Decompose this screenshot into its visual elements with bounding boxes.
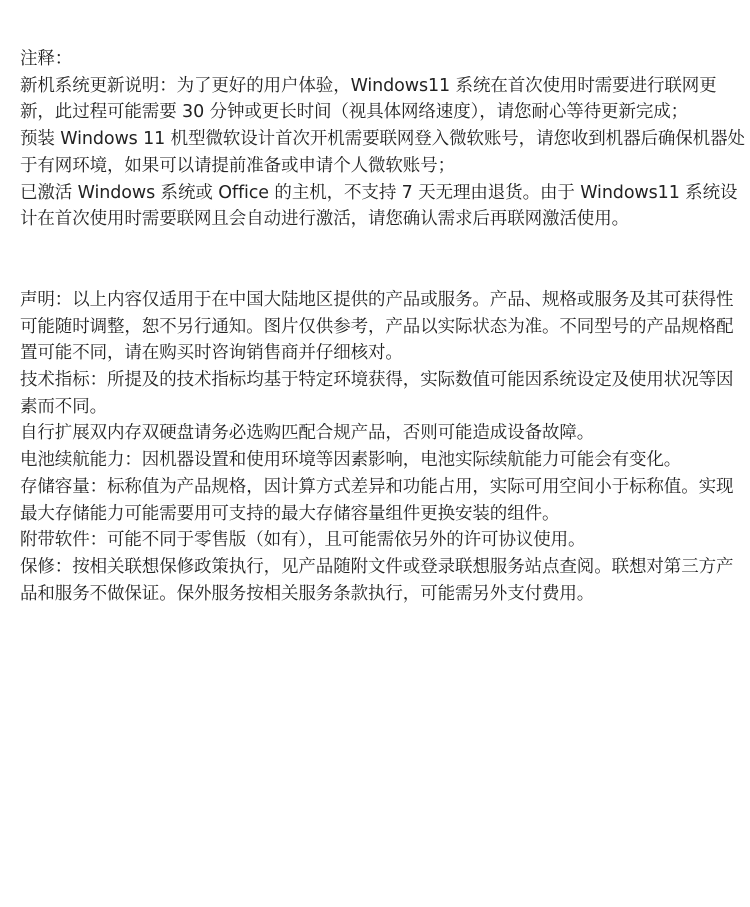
statement-battery-life: 电池续航能力：因机器设置和使用环境等因素影响，电池实际续航能力可能会有变化。 [20, 450, 682, 471]
statement-memory-expansion: 自行扩展双内存双硬盘请务必选购匹配合规产品，否则可能造成设备故障。 [20, 423, 595, 444]
notice-document [20, 46, 748, 607]
notes-heading: 注释： [20, 49, 73, 69]
note-activation-return-policy: 已激活 Windows 系统或 Office 的主机，不支持 7 天无理由退货。由于 Windows11 系统设计在首次使用时需要联网且会自动进行激活，请您确认需求后再联网激活使用。 [20, 182, 738, 230]
note-microsoft-account: 预装 Windows 11 机型微软设计首次开机需要联网登入微软账号，请您收到机器后确保机器处于有网环境，如果可以请提前准备或申请个人微软账号； [20, 129, 745, 176]
note-system-update: 新机系统更新说明：为了更好的用户体验，Windows11 系统在首次使用时需要进行联网更新，此过程可能需要 30 分钟或更长时间（视具体网络速度），请您耐心等待更新完成； [20, 75, 717, 123]
statement-tech-specs: 技术指标：所提及的技术指标均基于特定环境获得，实际数值可能因系统设定及使用状况等因素而不同。 [20, 370, 734, 417]
section-spacer [20, 233, 748, 287]
statement-warranty: 保修：按相关联想保修政策执行，见产品随附文件或登录联想服务站点查阅。联想对第三方产品和服务不做保证。保外服务按相关服务条款执行，可能需另外支付费用。 [20, 556, 734, 604]
statement-disclaimer: 声明：以上内容仅适用于在中国大陆地区提供的产品或服务。产品、规格或服务及其可获得性可能随时调整，恕不另行通知。图片仅供参考，产品以实际状态为准。不同型号的产品规格配置可能不同，请在购买时咨询销售商并仔细核对。 [20, 289, 734, 364]
statement-bundled-software: 附带软件：可能不同于零售版（如有），且可能需依另外的许可协议使用。 [20, 530, 586, 551]
statement-storage-capacity: 存储容量：标称值为产品规格，因计算方式差异和功能占用，实际可用空间小于标称值。实现最大存储能力可能需要用可支持的最大存储容量组件更换安装的组件。 [20, 476, 734, 524]
